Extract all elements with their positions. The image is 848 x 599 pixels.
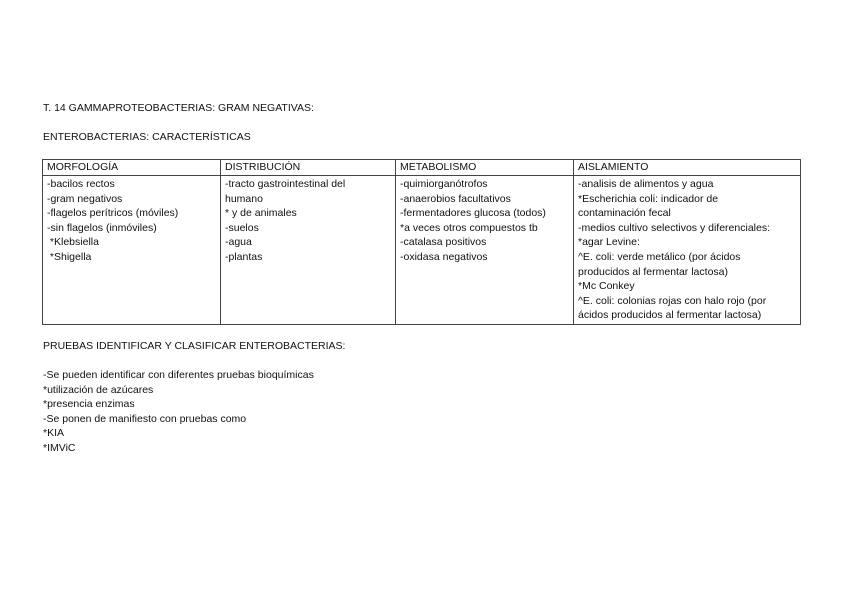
cell-morfologia xyxy=(43,176,221,325)
list-item: -Se pueden identificar con diferentes pruebas bioquímicas xyxy=(43,369,314,381)
document-title: T. 14 GAMMAPROTEOBACTERIAS: GRAM NEGATIVAS: xyxy=(43,102,314,114)
cell-aislamiento xyxy=(574,176,801,325)
section-heading-pruebas: PRUEBAS IDENTIFICAR Y CLASIFICAR ENTEROBACTERIAS: xyxy=(43,340,346,352)
header-distribucion: DISTRIBUCIÓN xyxy=(221,160,396,176)
cell-metabolismo xyxy=(396,176,574,325)
cell-line: ^E. coli: verde metálico (por ácidos xyxy=(578,250,741,263)
cell-line: * y de animales xyxy=(225,207,297,220)
cell-line: -quimiorganótrofos xyxy=(400,178,488,190)
header-aislamiento: AISLAMIENTO xyxy=(574,160,801,176)
cell-line: -anaerobios facultativos xyxy=(400,192,511,205)
cell-line: -flagelos perítricos (móviles) xyxy=(47,207,179,220)
header-metabolismo: METABOLISMO xyxy=(396,160,574,176)
pruebas-list xyxy=(43,368,314,456)
cell-line: -fermentadores glucosa (todos) xyxy=(400,207,546,220)
section-heading-enterobacterias: ENTEROBACTERIAS: CARACTERÍSTICAS xyxy=(43,131,251,143)
list-item: *KIA xyxy=(43,427,65,440)
cell-line: -bacilos rectos xyxy=(47,178,115,190)
cell-line: -oxidasa negativos xyxy=(400,250,488,263)
cell-line: -sin flagelos (inmóviles) xyxy=(47,221,157,234)
list-item: *IMViC xyxy=(43,441,76,454)
list-item: *presencia enzimas xyxy=(43,398,135,411)
cell-line: contaminación fecal xyxy=(578,207,671,220)
table-header-row xyxy=(43,160,801,176)
cell-line: -suelos xyxy=(225,221,259,234)
list-item: *utilización de azúcares xyxy=(43,383,154,396)
cell-line: *a veces otros compuestos tb xyxy=(400,221,538,234)
cell-line: humano xyxy=(225,192,263,205)
cell-line: -plantas xyxy=(225,250,263,263)
header-morfologia: MORFOLOGÍA xyxy=(43,160,221,176)
cell-line: -gram negativos xyxy=(47,192,123,205)
cell-line: -catalasa positivos xyxy=(400,236,487,249)
cell-line: -agua xyxy=(225,236,252,249)
cell-line: *Shigella xyxy=(47,250,92,263)
cell-line: -tracto gastrointestinal del xyxy=(225,178,346,190)
cell-line: *agar Levine: xyxy=(578,236,640,249)
characteristics-table xyxy=(42,159,801,325)
cell-line: *Mc Conkey xyxy=(578,280,635,293)
list-item: -Se ponen de manifiesto con pruebas como xyxy=(43,412,247,425)
cell-line: *Klebsiella xyxy=(47,236,99,249)
cell-line: -analisis de alimentos y agua xyxy=(578,178,714,190)
cell-line: ^E. coli: colonias rojas con halo rojo (por xyxy=(578,294,767,307)
cell-distribucion xyxy=(221,176,396,325)
cell-line: ácidos producidos al fermentar lactosa) xyxy=(578,309,762,322)
cell-line: *Escherichia coli: indicador de xyxy=(578,192,719,205)
cell-line: -medios cultivo selectivos y diferenciales: xyxy=(578,221,770,234)
cell-line: producidos al fermentar lactosa) xyxy=(578,265,728,278)
table-row xyxy=(43,176,801,325)
